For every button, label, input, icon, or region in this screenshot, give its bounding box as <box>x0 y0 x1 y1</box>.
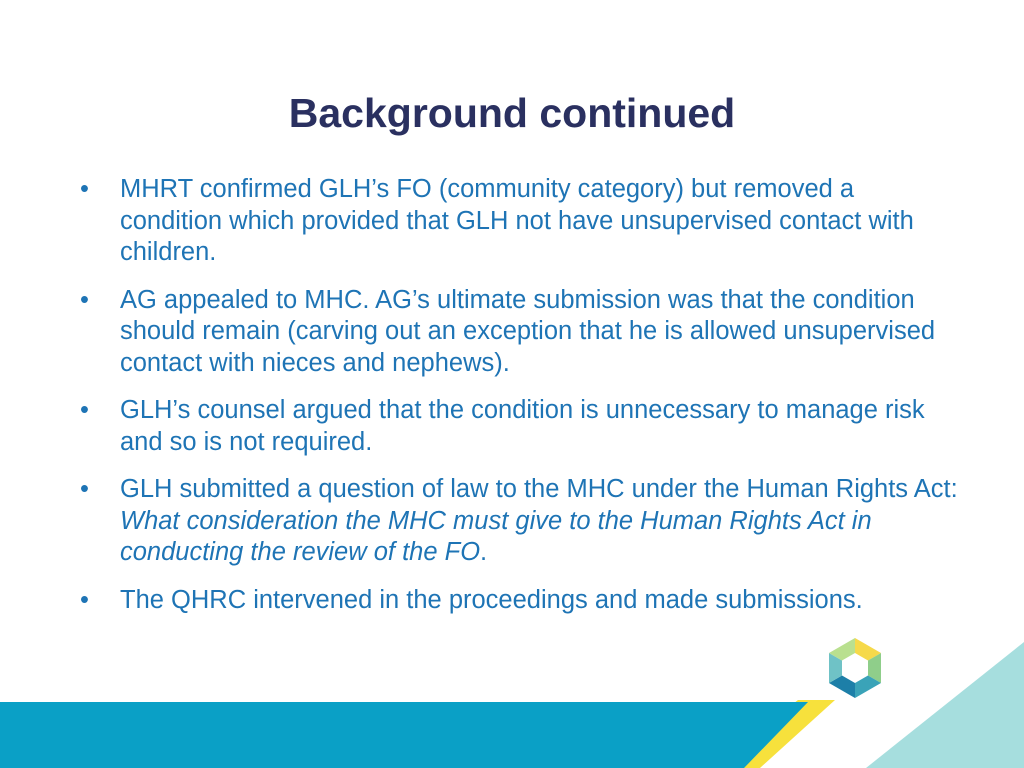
bullet-text-italic: What consideration the MHC must give to the Human Rights Act in conducting the review of the FO <box>120 506 872 566</box>
bullet-marker: • <box>80 396 89 424</box>
footer-yellow-stripe <box>712 700 835 768</box>
bullet-marker: • <box>80 475 89 503</box>
bullet-item <box>80 474 960 569</box>
bullet-text-after: . <box>480 538 488 566</box>
footer-blue-band <box>0 702 808 768</box>
bullet-text: MHRT confirmed GLH’s FO (community category) but removed a condition which provided that GLH not have unsupervised contact with children. <box>120 175 914 266</box>
bullet-marker: • <box>80 175 89 203</box>
bullet-text: AG appealed to MHC. AG’s ultimate submission was that the condition should remain (carving out an exception that he is allowed unsupervised contact with nieces and nephews). <box>120 285 936 377</box>
bullet-item <box>80 585 960 617</box>
bullet-item <box>80 174 960 269</box>
bullet-list <box>80 174 960 632</box>
hexagon-logo-icon <box>829 638 881 698</box>
bullet-text: The QHRC intervened in the proceedings and made submissions. <box>120 585 863 614</box>
footer-light-teal-band <box>866 642 1024 768</box>
bullet-text-before: GLH submitted a question of law to the MHC under the Human Rights Act: <box>120 475 958 503</box>
bullet-marker: • <box>80 285 89 314</box>
bullet-marker: • <box>80 585 89 614</box>
bullet-text: GLH’s counsel argued that the condition is unnecessary to manage risk and so is not required. <box>120 396 925 456</box>
bullet-item <box>80 395 960 458</box>
bullet-item <box>80 285 960 380</box>
slide-title: Background continued <box>288 90 736 136</box>
